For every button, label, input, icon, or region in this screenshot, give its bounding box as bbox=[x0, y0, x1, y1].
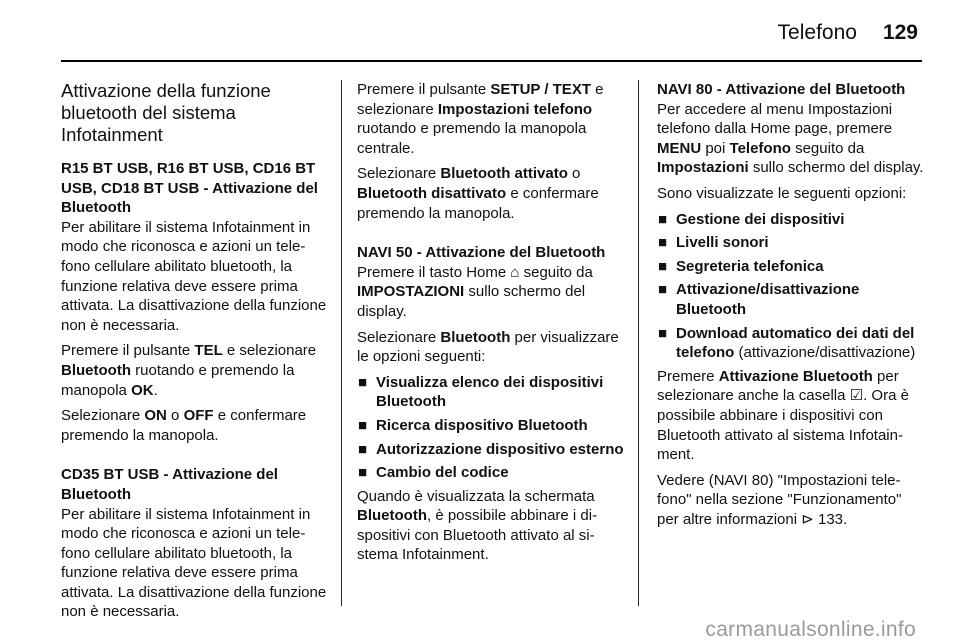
bullet-icon: ■ bbox=[658, 210, 668, 228]
paragraph: Per abilitare il sistema Infotainment in modo che riconosca e azioni un telefono cellulare abilitato bluetooth, la funzione relativa deve essere prima attivata. La disattivazione della funzione non è necessaria. bbox=[61, 218, 327, 334]
bullet-icon: ■ bbox=[358, 416, 368, 434]
paragraph: Selezionare ON o OFF e confermare premendo la manopola. bbox=[61, 407, 307, 444]
watermark: carmanualsonline.info bbox=[705, 618, 916, 641]
paragraph: Selezionare Bluetooth attivato o Bluetooth disattivato e confermare premendo la manopola. bbox=[357, 165, 599, 222]
subheading-navi50: NAVI 50 - Attivazione del Bluetooth bbox=[357, 244, 606, 262]
page-number: 129 bbox=[882, 21, 918, 44]
bullet-icon: ■ bbox=[658, 257, 668, 275]
option-list bbox=[357, 373, 627, 483]
paragraph: Premere il pulsante SETUP / TEXT e selezionare Impostazioni telefono ruotando e premendo la manopola centrale. bbox=[357, 81, 604, 157]
paragraph: Per abilitare il sistema Infotainment in modo che riconosca e azioni un telefono cellulare abilitato bluetooth, la funzione relativa deve essere prima attivata. La disattivazione della funzione non è necessaria. bbox=[61, 505, 327, 621]
paragraph: Vedere (NAVI 80) "Impostazioni telefono" nella sezione "Funzionamento" per altre informazioni ⊳ 133. bbox=[657, 471, 902, 528]
checkbox-icon: ☑ bbox=[849, 387, 864, 405]
page-reference-icon: ⊳ bbox=[801, 510, 814, 528]
column-1 bbox=[61, 80, 329, 628]
option-list bbox=[657, 210, 927, 363]
section-title: Telefono bbox=[777, 21, 857, 44]
column-divider-2 bbox=[638, 80, 639, 606]
paragraph: Premere il tasto Home ⌂ seguito da IMPOSTAZIONI sullo schermo del display. bbox=[357, 263, 593, 320]
home-icon: ⌂ bbox=[510, 263, 520, 281]
list-item: ■ Gestione dei dispositivi bbox=[658, 210, 845, 228]
paragraph: Premere il pulsante TEL e selezionare Bluetooth ruotando e premendo la manopola OK. bbox=[61, 342, 317, 399]
bullet-icon: ■ bbox=[658, 234, 668, 252]
paragraph: Sono visualizzate le seguenti opzioni: bbox=[657, 184, 907, 202]
column-2 bbox=[357, 80, 627, 571]
paragraph: Selezionare Bluetooth per visualizzare le opzioni seguenti: bbox=[357, 328, 619, 366]
column-divider-1 bbox=[341, 80, 342, 606]
bullet-icon: ■ bbox=[358, 464, 368, 482]
subheading-r15: R15 BT USB, R16 BT USB, CD16 BT USB, CD18 BT USB - Attivazione del Bluetooth bbox=[61, 160, 318, 217]
subheading-cd35: CD35 BT USB - Attivazione del Bluetooth bbox=[61, 466, 278, 503]
page-header bbox=[778, 21, 918, 45]
list-item: ■ Cambio del codice bbox=[358, 464, 509, 482]
bullet-icon: ■ bbox=[658, 324, 668, 342]
section-heading: Attivazione della funzione bluetooth del sistema Infotainment bbox=[61, 80, 271, 145]
bullet-icon: ■ bbox=[358, 440, 368, 458]
list-item: ■ Livelli sonori bbox=[658, 234, 769, 252]
column-3 bbox=[657, 80, 927, 535]
header-rule bbox=[61, 60, 922, 62]
bullet-icon: ■ bbox=[658, 281, 668, 299]
list-item: ■ Ricerca dispositivo Bluetooth bbox=[358, 416, 588, 434]
subheading-navi80: NAVI 80 - Attivazione del Bluetooth bbox=[657, 81, 906, 98]
list-item: ■ Download automatico dei dati del telefono (attivazione/disattivazione) bbox=[658, 324, 916, 362]
paragraph: Per accedere al menu Impostazioni telefono dalla Home page, premere MENU poi Telefono seguito da Impostazioni sullo schermo del display. bbox=[657, 100, 924, 177]
list-item: ■ Attivazione/disattivazione Bluetooth bbox=[658, 281, 860, 318]
bullet-icon: ■ bbox=[358, 373, 368, 391]
list-item: ■ Visualizza elenco dei dispositivi Bluetooth bbox=[358, 373, 604, 411]
list-item: ■ Autorizzazione dispositivo esterno bbox=[358, 440, 624, 458]
list-item: ■ Segreteria telefonica bbox=[658, 257, 824, 275]
paragraph: Premere Attivazione Bluetooth per selezionare anche la casella ☑. Ora è possibile abbinare i dispositivi con Bluetooth attivato al sistema Infotainment. bbox=[657, 367, 909, 464]
paragraph: Quando è visualizzata la schermata Bluetooth, è possibile abbinare i dispositivi con Bluetooth attivato al sistema Infotainment. bbox=[357, 487, 598, 564]
